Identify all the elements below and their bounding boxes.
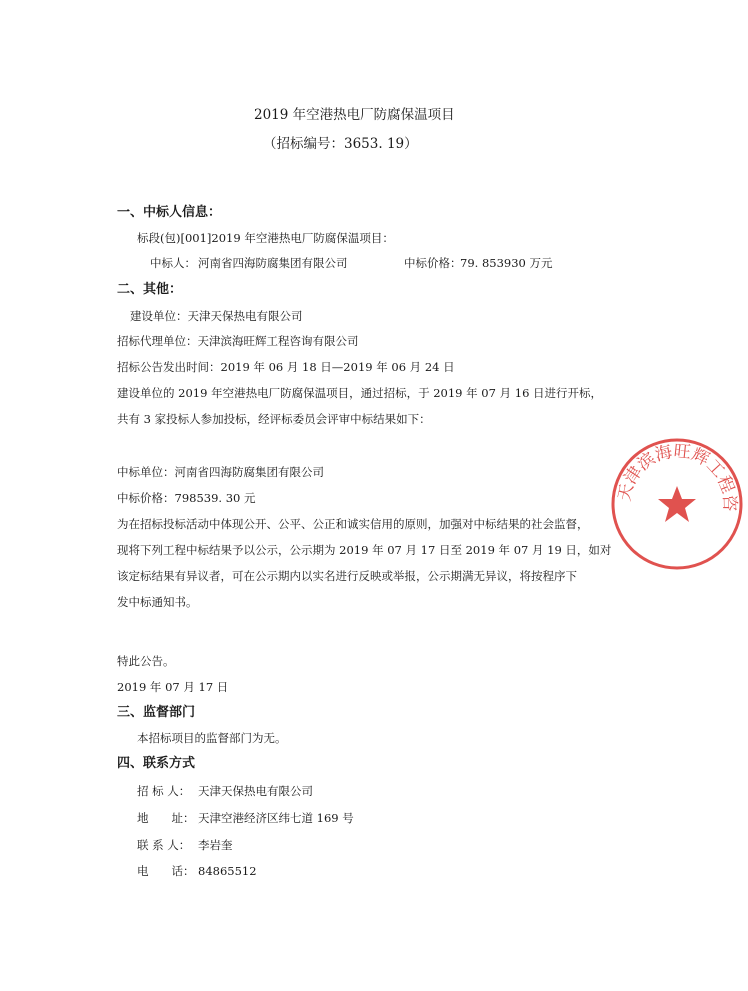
win-price-line: 中标价格：798539. 30 元 [117, 491, 256, 505]
win-unit-line: 中标单位：河南省四海防腐集团有限公司 [117, 465, 324, 479]
paragraph1-line2: 共有 3 家投标人参加投标，经评标委员会评审中标结果如下： [117, 412, 431, 426]
section1-heading: 一、中标人信息： [117, 205, 222, 220]
section4-heading: 四、联系方式 [117, 756, 196, 771]
paragraph2-line4: 发中标通知书。 [117, 595, 198, 609]
price-label: 中标价格： [404, 256, 462, 270]
paragraph2-line3: 该定标结果有异议者，可在公示期内以实名进行反映或举报，公示期满无异议，将按程序下 [117, 569, 577, 583]
supervision-text: 本招标项目的监督部门为无。 [137, 731, 287, 745]
section3-heading: 三、监督部门 [117, 705, 196, 720]
paragraph2-line2: 现将下列工程中标结果予以公示，公示期为 2019 年 07 月 17 日至 2019 年 07 月 19 日，如对 [117, 543, 612, 557]
address-value: 天津空港经济区纬七道 169 号 [198, 811, 354, 825]
announce-period-line: 招标公告发出时间：2019 年 06 月 18 日—2019 年 06 月 24 日 [117, 360, 455, 374]
lot-line: 标段(包)[001]2019 年空港热电厂防腐保温项目： [137, 231, 394, 245]
seal-text: 天津滨海旺辉工程咨 [614, 441, 740, 512]
company-seal [606, 433, 748, 575]
paragraph1-line1: 建设单位的 2019 年空港热电厂防腐保温项目，通过招标，于 2019 年 07 月 16 日进行开标， [117, 386, 603, 400]
price-value: 79. 853930 万元 [460, 256, 553, 270]
paragraph2-line1: 为在招标投标活动中体现公开、公平、公正和诚实信用的原则，加强对中标结果的社会监督， [117, 517, 589, 531]
bid-number: （招标编号：3653. 19） [263, 136, 418, 152]
winner-name: 河南省四海防腐集团有限公司 [198, 256, 348, 270]
star-icon [658, 486, 696, 522]
address-label: 地 址： [137, 811, 195, 825]
winner-label: 中标人： [150, 256, 196, 270]
builder-line: 建设单位：天津天保热电有限公司 [130, 309, 303, 323]
phone-value: 84865512 [198, 864, 257, 878]
tenderer-value: 天津天保热电有限公司 [198, 784, 313, 798]
date-line: 2019 年 07 月 17 日 [117, 680, 229, 694]
section2-heading: 二、其他： [117, 282, 183, 297]
agent-line: 招标代理单位：天津滨海旺辉工程咨询有限公司 [117, 334, 359, 348]
tenderer-label: 招 标 人： [137, 784, 191, 798]
phone-label: 电 话： [137, 864, 195, 878]
contact-label: 联 系 人： [137, 838, 191, 852]
page-title: 2019 年空港热电厂防腐保温项目 [254, 107, 455, 123]
notice-line: 特此公告。 [117, 654, 175, 668]
contact-value: 李岩奎 [198, 838, 233, 852]
